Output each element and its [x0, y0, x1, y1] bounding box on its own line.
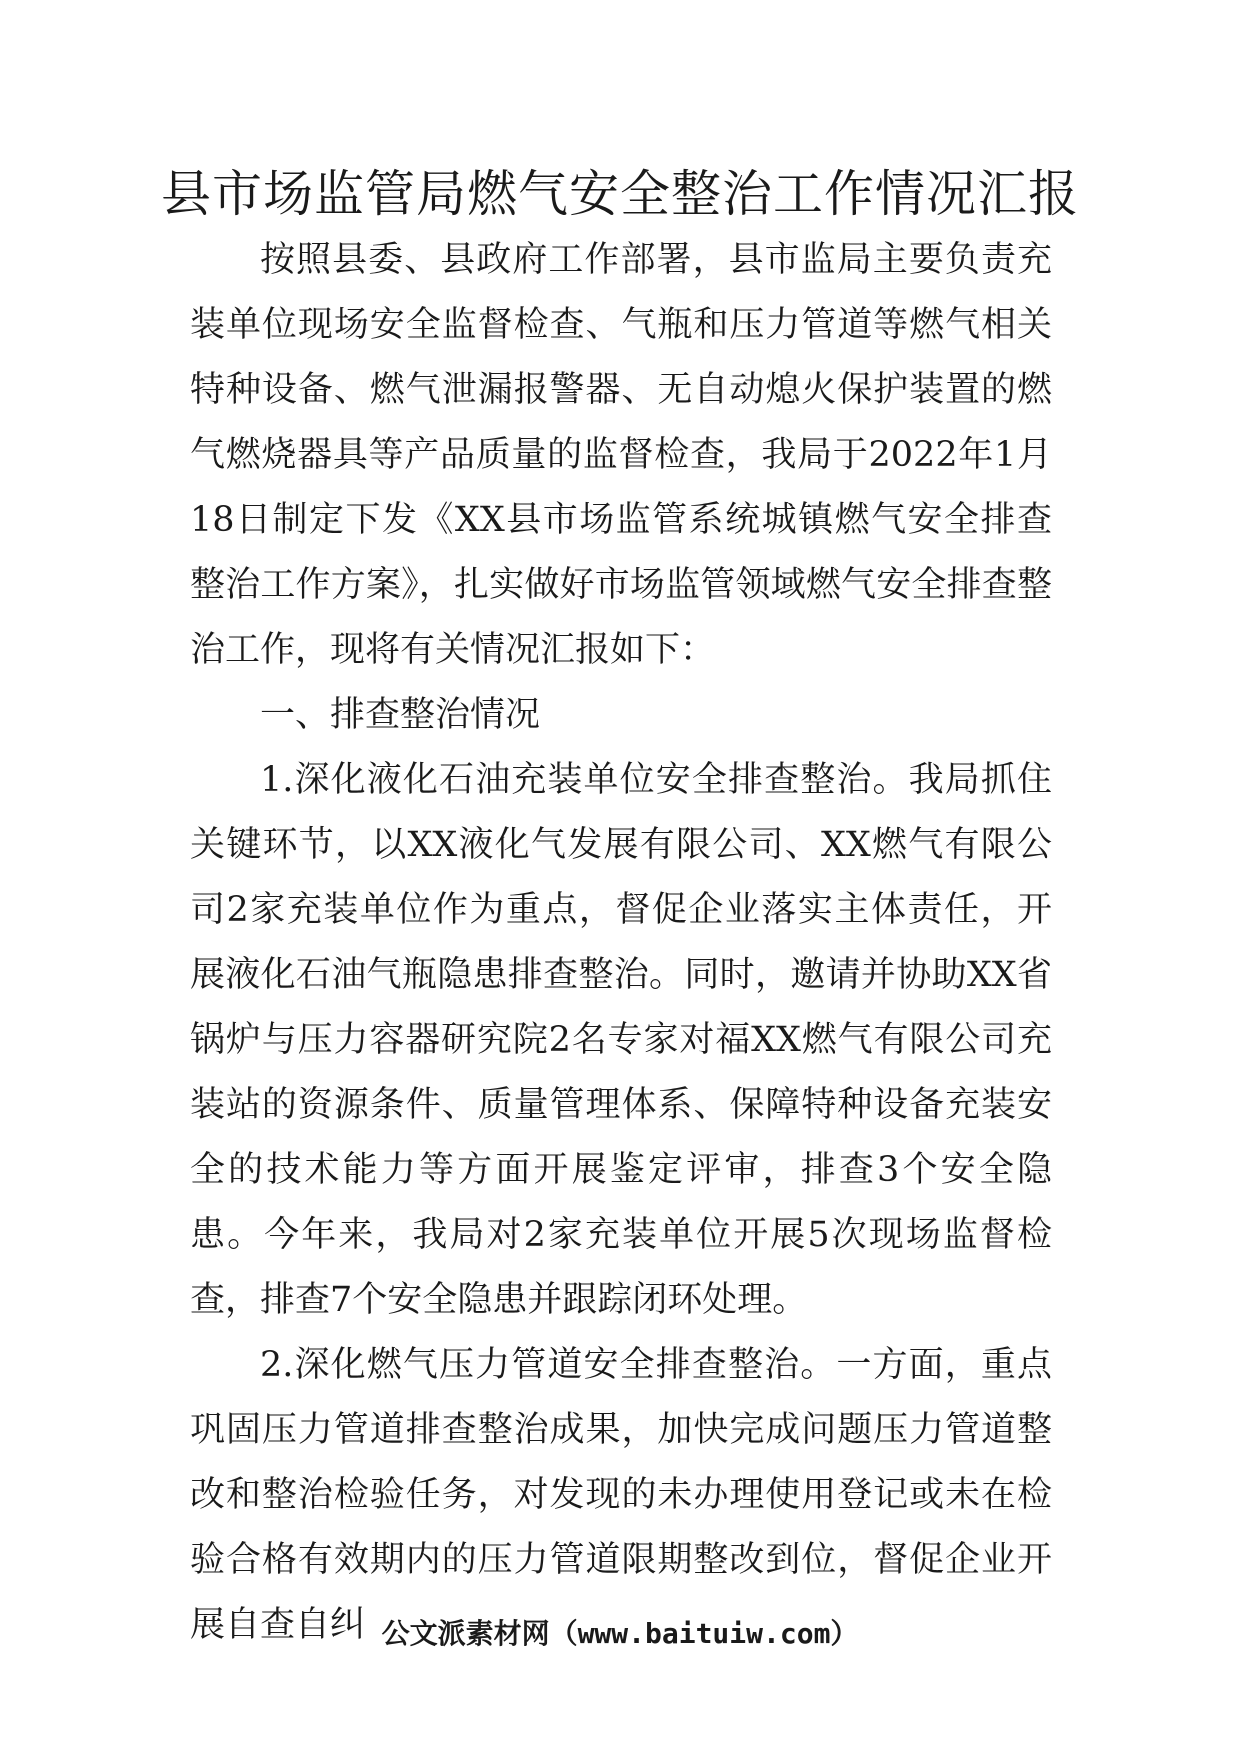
section-heading: 一、排查整治情况 [260, 695, 541, 735]
document-title: 县市场监管局燃气安全整治工作情况汇报 [161, 165, 1079, 223]
footer-watermark: 公文派素材网（www.baituiw.com） [381, 1617, 859, 1650]
paragraph-item-2: 2.深化燃气压力管道安全排查整治。一方面，重点巩固压力管道排查整治成果，加快完成问题压力管道整改和整治检验任务，对发现的未办理使用登记或未在检验合格有效期内的压力管道限期整改到位，督促企业开展自查自纠 [190, 1345, 1052, 1645]
paragraph-item-1: 1.深化液化石油充装单位安全排查整治。我局抓住关键环节，以XX液化气发展有限公司、XX燃气有限公司2家充装单位作为重点，督促企业落实主体责任，开展液化石油气瓶隐患排查整治。同时，邀请并协助XX省锅炉与压力容器研究院2名专家对福XX燃气有限公司充装站的资源条件、质量管理体系、保障特种设备充装安全的技术能力等方面开展鉴定评审，排查3个安全隐患。今年来，我局对2家充装单位开展5次现场监督检查，排查7个安全隐患并跟踪闭环处理。 [190, 760, 1052, 1320]
paragraph-intro: 按照县委、县政府工作部署，县市监局主要负责充装单位现场安全监督检查、气瓶和压力管道等燃气相关特种设备、燃气泄漏报警器、无自动熄火保护装置的燃气燃烧器具等产品质量的监督检查，我局于2022年1月18日制定下发《XX县市场监管系统城镇燃气安全排查整治工作方案》，扎实做好市场监管领域燃气安全排查整治工作，现将有关情况汇报如下： [190, 240, 1052, 670]
document-body [190, 228, 1052, 1658]
